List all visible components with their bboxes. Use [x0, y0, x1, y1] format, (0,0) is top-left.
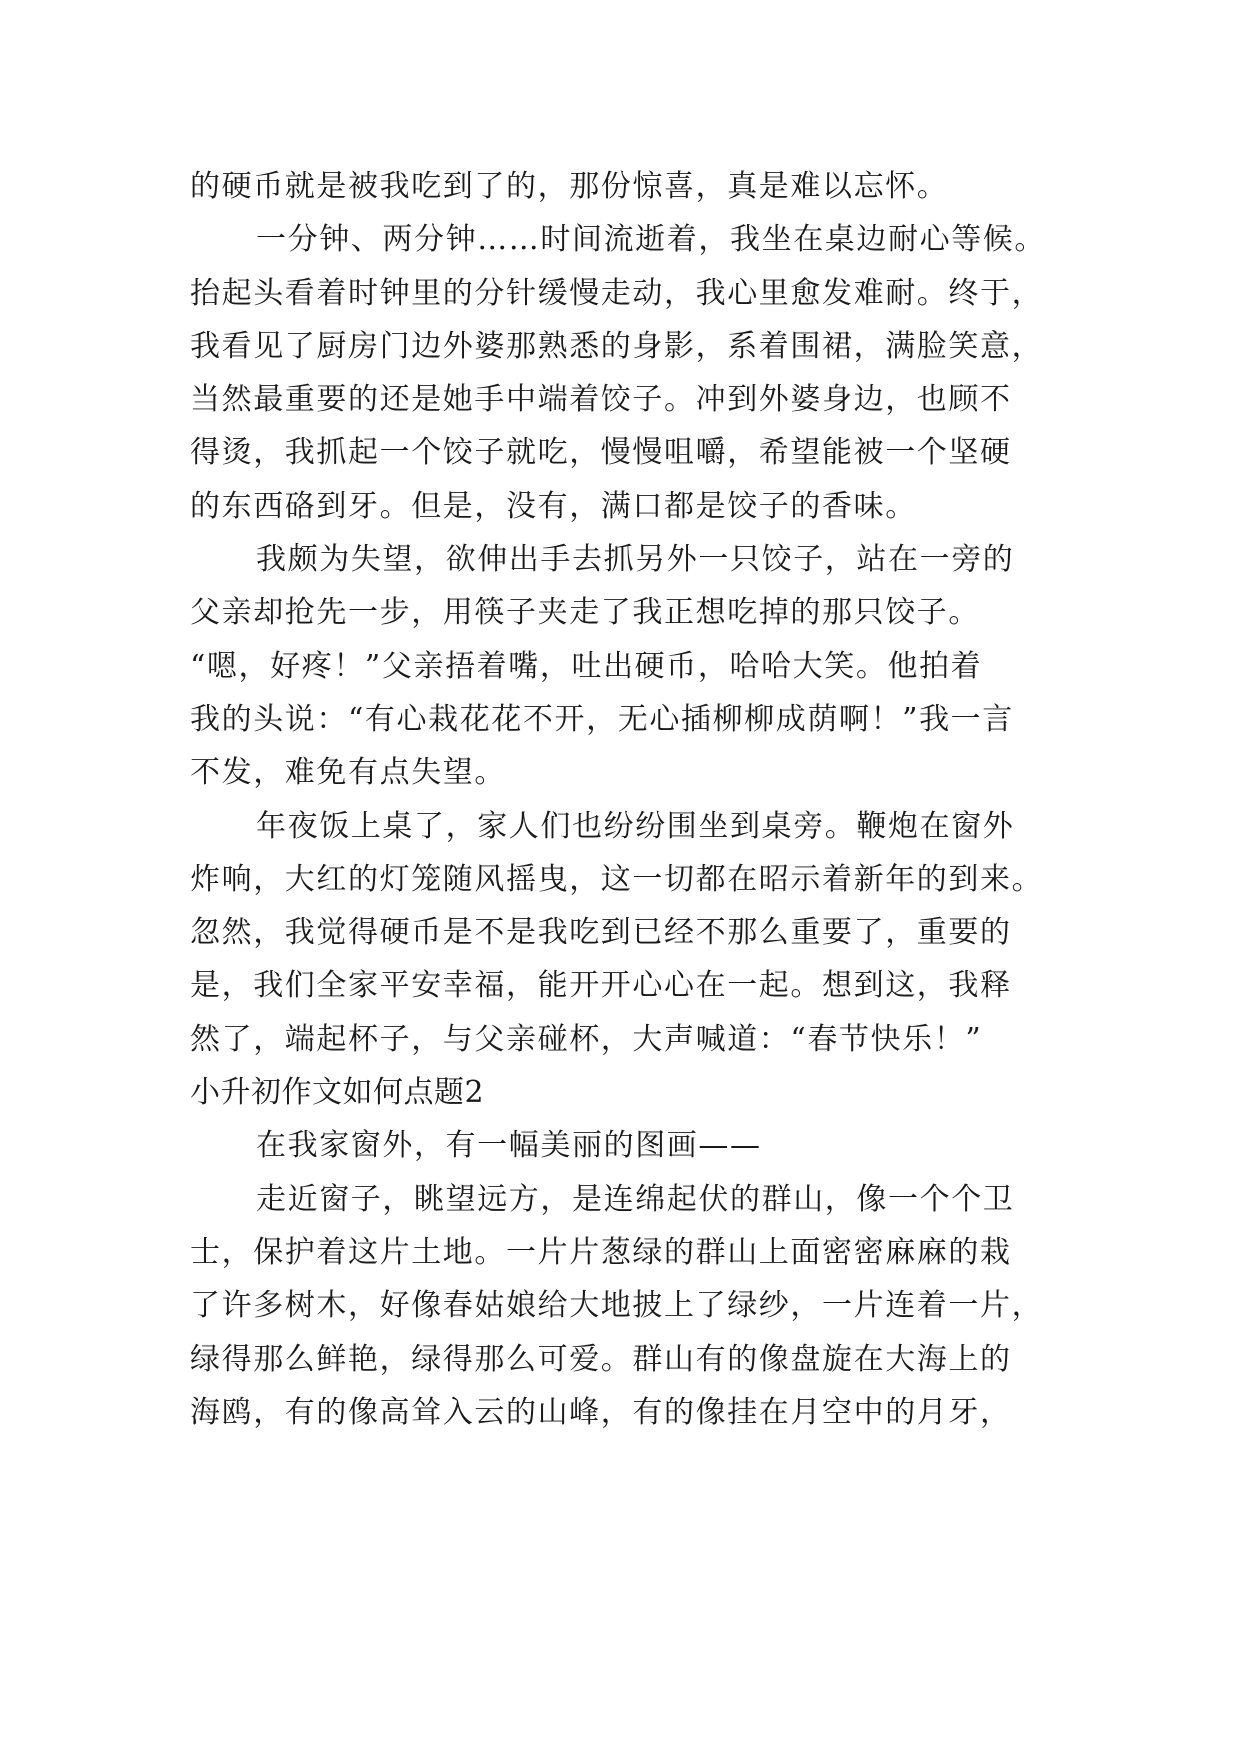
text-line: 得烫，我抓起一个饺子就吃，慢慢咀嚼，希望能被一个坚硬 [190, 435, 1012, 471]
text-line: 抬起头看着时钟里的分针缓慢走动，我心里愈发难耐。终于， [190, 275, 1044, 311]
text-line: 不发，难免有点失望。 [190, 755, 506, 791]
text-line: 我看见了厨房门边外婆那熟悉的身影，系着围裙，满脸笑意， [190, 328, 1044, 364]
section-heading: 小升初作文如何点题2 [190, 1075, 485, 1111]
text-line: 士，保护着这片土地。一片片葱绿的群山上面密密麻麻的栽 [190, 1234, 1012, 1270]
paragraph-start-line: 走近窗子，眺望远方，是连绵起伏的群山，像一个个卫 [256, 1181, 1015, 1217]
text-line: 的硬币就是被我吃到了的，那份惊喜，真是难以忘怀。 [190, 169, 949, 204]
text-line: 然了，端起杯子，与父亲碰杯，大声喊道：“春节快乐！” [190, 1021, 983, 1057]
text-line: 的东西硌到牙。但是，没有，满口都是饺子的香味。 [190, 488, 917, 524]
paragraph-start-line: 年夜饭上桌了，家人们也纷纷围坐到桌旁。鞭炮在窗外 [256, 808, 1015, 844]
text-line: 当然最重要的还是她手中端着饺子。冲到外婆身边，也顾不 [190, 382, 1012, 418]
text-line: 是，我们全家平安幸福，能开开心心在一起。想到这，我释 [190, 968, 1012, 1004]
text-line: 忽然，我觉得硬币是不是我吃到已经不那么重要了，重要的 [190, 915, 1012, 951]
text-line: 我的头说：“有心栽花花不开，无心插柳柳成荫啊！”我一言 [190, 701, 1014, 737]
paragraph-start-line: 在我家窗外，有一幅美丽的图画—— [256, 1128, 762, 1164]
text-line: 父亲却抢先一步，用筷子夹走了我正想吃掉的那只饺子。 [190, 595, 980, 631]
text-line: 绿得那么鲜艳，绿得那么可爱。群山有的像盘旋在大海上的 [190, 1341, 1012, 1377]
paragraph-start-line: 我颇为失望，欲伸出手去抓另外一只饺子，站在一旁的 [256, 542, 1015, 578]
text-line: 海鸥，有的像高耸入云的山峰，有的像挂在月空中的月牙， [190, 1394, 1012, 1430]
text-line: “嗯，好疼！”父亲捂着嘴，吐出硬币，哈哈大笑。他拍着 [190, 648, 983, 684]
text-column [190, 160, 1080, 1439]
paragraph-start-line: 一分钟、两分钟……时间流逝着，我坐在桌边耐心等候。 [256, 222, 1046, 258]
text-line: 了许多树木，好像春姑娘给大地披上了绿纱，一片连着一片， [190, 1288, 1044, 1324]
text-line: 炸响，大红的灯笼随风摇曳，这一切都在昭示着新年的到来。 [190, 861, 1044, 897]
